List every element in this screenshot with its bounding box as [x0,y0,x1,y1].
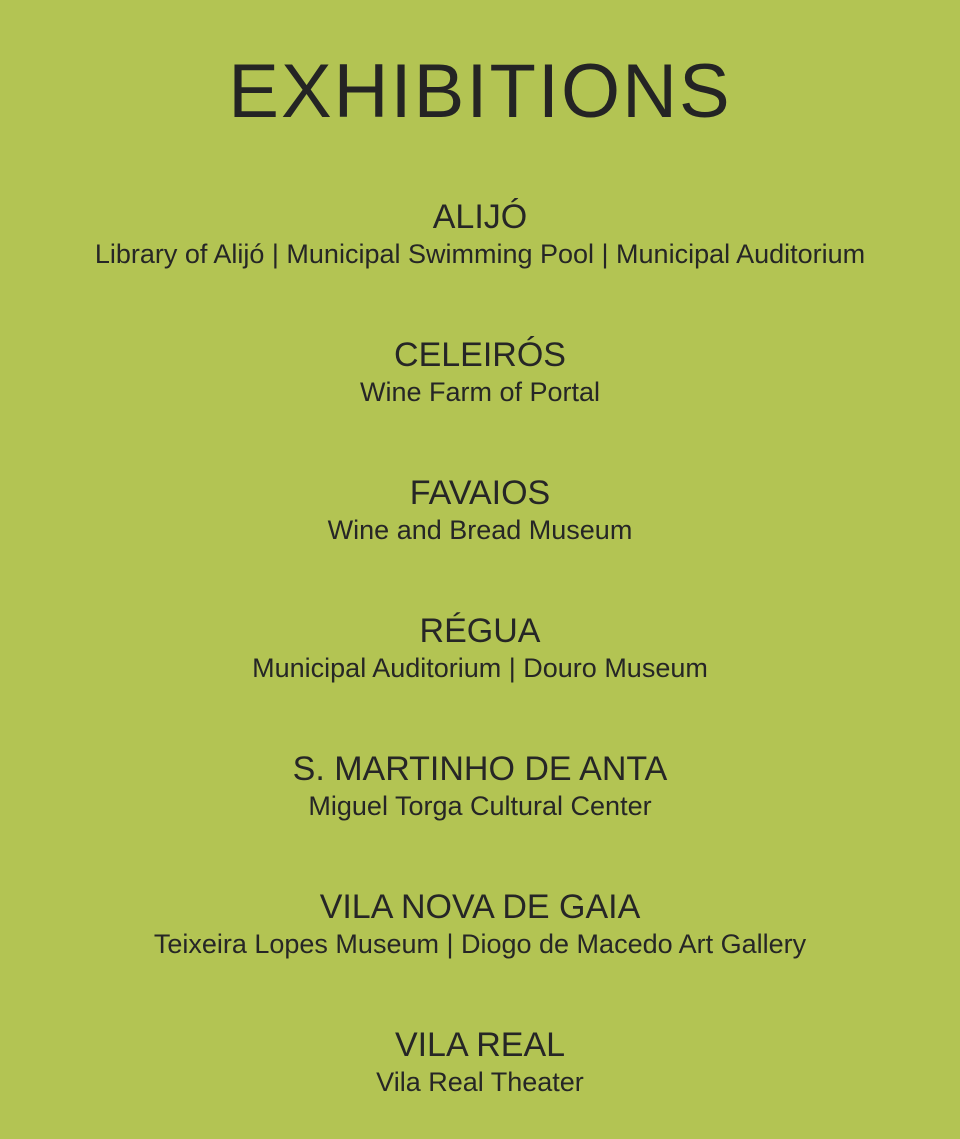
location-name: S. MARTINHO DE ANTA [292,750,668,788]
location-entry-vila-real [0,1026,960,1100]
location-name: ALIJÓ [432,198,528,236]
location-venues: Wine Farm of Portal [359,377,601,407]
location-name: RÉGUA [419,612,541,650]
location-entry-s-martinho-de-anta [0,750,960,824]
location-venues: Library of Alijó | Municipal Swimming Pool | Municipal Auditorium [94,239,866,269]
location-entry-alijo [0,198,960,272]
location-name: CELEIRÓS [394,336,566,374]
page-title: EXHIBITIONS [228,49,732,134]
location-venues: Miguel Torga Cultural Center [308,791,652,821]
location-entry-celeiros [0,336,960,410]
location-name: FAVAIOS [409,474,551,512]
location-venues: Teixeira Lopes Museum | Diogo de Macedo Art Gallery [153,929,807,959]
location-entry-regua [0,612,960,686]
location-entry-favaios [0,474,960,548]
location-venues: Municipal Auditorium | Douro Museum [252,653,708,683]
location-name: VILA NOVA DE GAIA [319,888,641,926]
location-venues: Vila Real Theater [376,1067,584,1097]
location-name: VILA REAL [394,1026,566,1064]
location-entry-vila-nova-de-gaia [0,888,960,962]
location-venues: Wine and Bread Museum [327,515,633,545]
